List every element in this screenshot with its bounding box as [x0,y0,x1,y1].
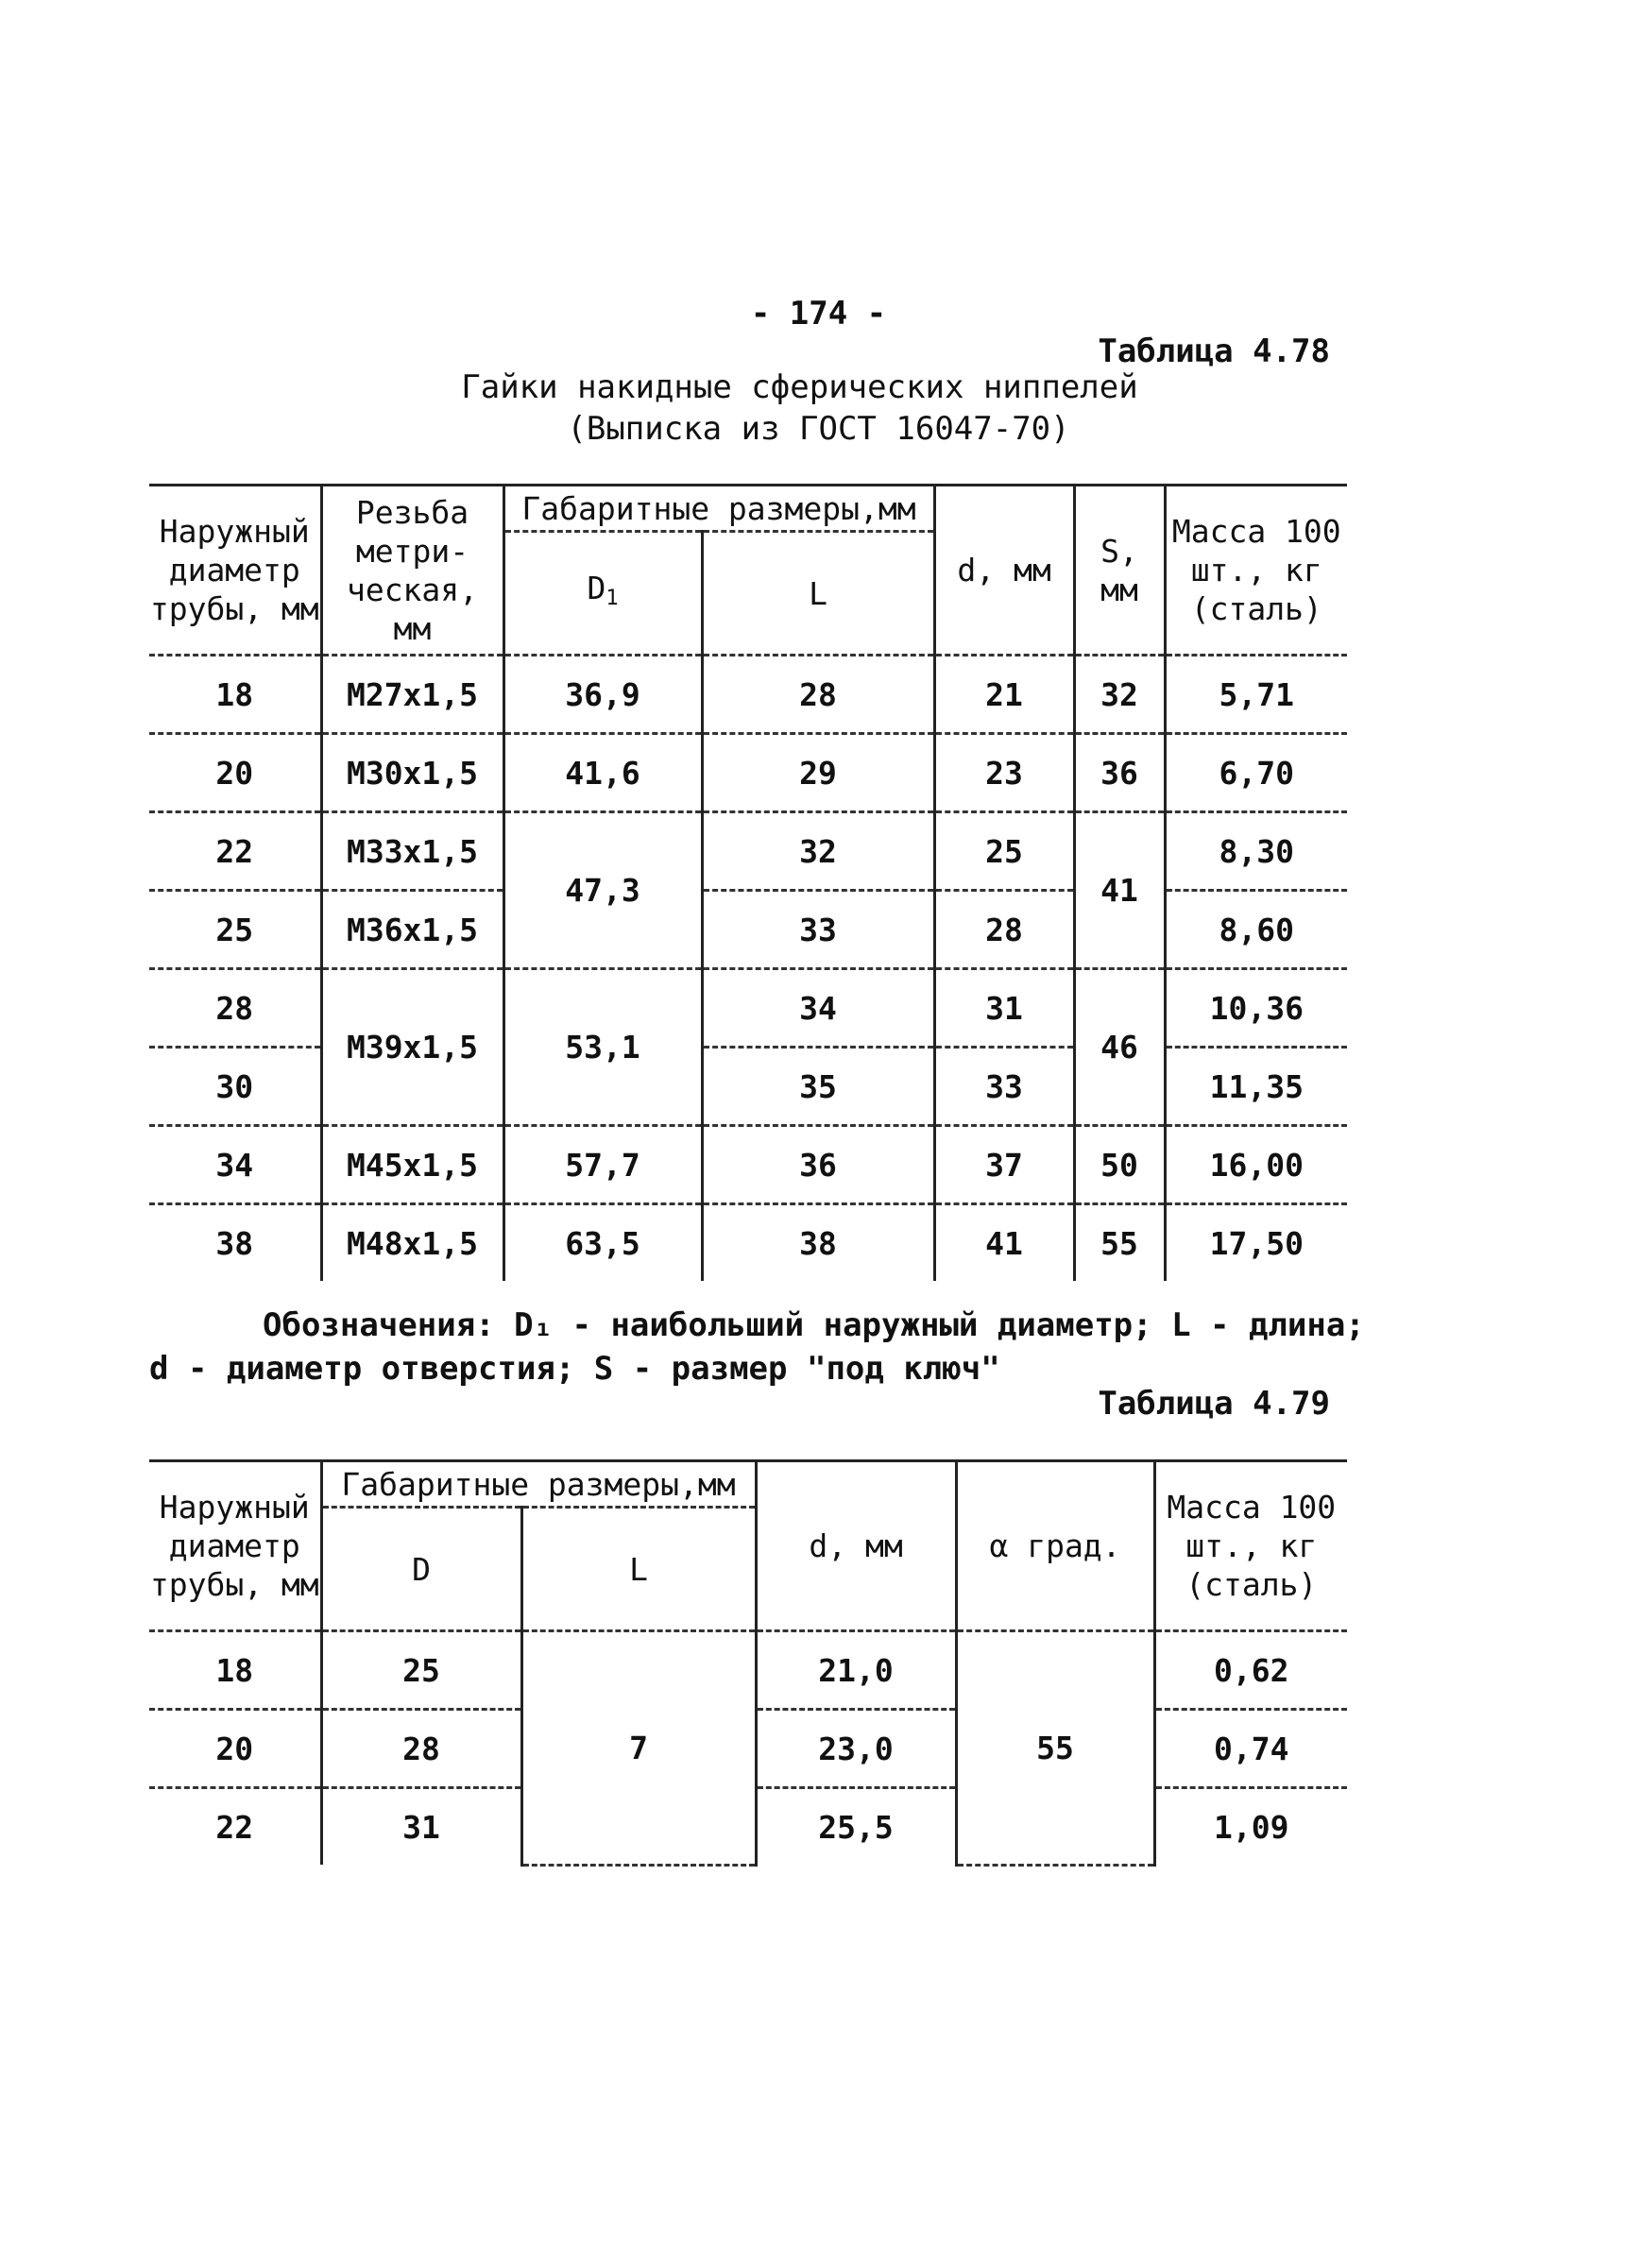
cell-l: 28 [702,656,934,734]
title-line-1: Гайки накидные сферических ниппелей [461,368,1138,406]
cell-l: 7 [521,1631,756,1866]
table-row [149,1204,1347,1282]
cell-thread: М27х1,5 [321,656,503,734]
cell-mass: 0,62 [1154,1631,1347,1710]
cell-mass: 16,00 [1165,1126,1347,1204]
table-4-78-title [0,367,1637,450]
cell-d: 21,0 [756,1631,956,1710]
header-d: d, мм [756,1461,956,1631]
cell-l: 38 [702,1204,934,1282]
header-l: L [521,1508,756,1631]
cell-D: 25 [321,1631,521,1710]
header-d1 [503,532,702,656]
cell-thread: М39х1,5 [321,969,503,1126]
cell-d1: 47,3 [503,812,702,969]
notes [149,1304,1365,1390]
cell-thread: М33х1,5 [321,812,503,891]
cell-dia: 25 [149,891,321,969]
cell-mass: 8,30 [1165,812,1347,891]
cell-mass: 8,60 [1165,891,1347,969]
cell-thread: М30х1,5 [321,734,503,812]
cell-thread: М48х1,5 [321,1204,503,1282]
header-overall-dims: Габаритные размеры,мм [321,1461,756,1508]
cell-dia: 18 [149,656,321,734]
cell-mass: 17,50 [1165,1204,1347,1282]
cell-dia: 22 [149,812,321,891]
cell-l: 32 [702,812,934,891]
cell-s: 46 [1074,969,1165,1126]
header-d1-subscript: 1 [605,587,619,610]
cell-d: 25 [934,812,1074,891]
cell-D: 28 [321,1710,521,1788]
cell-d: 41 [934,1204,1074,1282]
header-d: d, мм [934,486,1074,656]
cell-d: 23,0 [756,1710,956,1788]
header-mass: Масса 100 шт., кг (сталь) [1165,486,1347,656]
cell-d: 33 [934,1048,1074,1126]
table-row [149,891,1347,969]
cell-thread: М45х1,5 [321,1126,503,1204]
table-row [149,812,1347,891]
cell-s: 55 [1074,1204,1165,1282]
cell-l: 33 [702,891,934,969]
table-row [149,656,1347,734]
cell-dia: 34 [149,1126,321,1204]
cell-l: 34 [702,969,934,1048]
table-row [149,969,1347,1048]
header-thread: Резьба метри- ческая, мм [321,486,503,656]
notes-line-2: d - диаметр отверстия; S - размер "под ключ" [149,1350,1000,1388]
cell-d1: 41,6 [503,734,702,812]
cell-thread: М36х1,5 [321,891,503,969]
cell-s: 50 [1074,1126,1165,1204]
cell-dia: 30 [149,1048,321,1126]
cell-d: 25,5 [756,1788,956,1866]
header-l: L [702,532,934,656]
cell-d1: 36,9 [503,656,702,734]
cell-mass: 1,09 [1154,1788,1347,1866]
page-number: - 174 - [750,295,887,333]
header-outer-diameter: Наружный диаметр трубы, мм [149,1461,321,1631]
notes-line-1: Обозначения: D₁ - наибольший наружный диаметр; L - длина; [263,1306,1365,1344]
cell-l: 29 [702,734,934,812]
cell-mass: 0,74 [1154,1710,1347,1788]
cell-l: 35 [702,1048,934,1126]
cell-d1: 57,7 [503,1126,702,1204]
cell-d: 31 [934,969,1074,1048]
cell-mass: 5,71 [1165,656,1347,734]
title-line-2: (Выписка из ГОСТ 16047-70) [567,410,1070,448]
header-d1-main: D [587,570,606,606]
table-row [149,1631,1347,1710]
cell-d: 23 [934,734,1074,812]
header-s: S, мм [1074,486,1165,656]
cell-d1: 63,5 [503,1204,702,1282]
cell-dia: 28 [149,969,321,1048]
header-D: D [321,1508,521,1631]
cell-dia: 38 [149,1204,321,1282]
cell-mass: 10,36 [1165,969,1347,1048]
cell-s: 32 [1074,656,1165,734]
cell-d1: 53,1 [503,969,702,1126]
header-overall-dims: Габаритные размеры,мм [503,486,934,532]
cell-D: 31 [321,1788,521,1866]
header-outer-diameter: Наружный диаметр трубы, мм [149,486,321,656]
table-4-79 [149,1459,1347,1867]
cell-d: 37 [934,1126,1074,1204]
cell-d: 21 [934,656,1074,734]
cell-alpha: 55 [956,1631,1154,1866]
cell-mass: 6,70 [1165,734,1347,812]
cell-s: 41 [1074,812,1165,969]
table-4-78 [149,484,1347,1281]
cell-l: 36 [702,1126,934,1204]
header-alpha: α град. [956,1461,1154,1631]
cell-s: 36 [1074,734,1165,812]
header-mass: Масса 100 шт., кг (сталь) [1154,1461,1347,1631]
table-row [149,734,1347,812]
cell-dia: 18 [149,1631,321,1710]
cell-dia: 20 [149,734,321,812]
cell-mass: 11,35 [1165,1048,1347,1126]
cell-dia: 20 [149,1710,321,1788]
table-4-78-label: Таблица 4.78 [1098,333,1330,370]
table-row [149,1126,1347,1204]
cell-dia: 22 [149,1788,321,1866]
table-4-79-label: Таблица 4.79 [1098,1385,1330,1423]
cell-d: 28 [934,891,1074,969]
